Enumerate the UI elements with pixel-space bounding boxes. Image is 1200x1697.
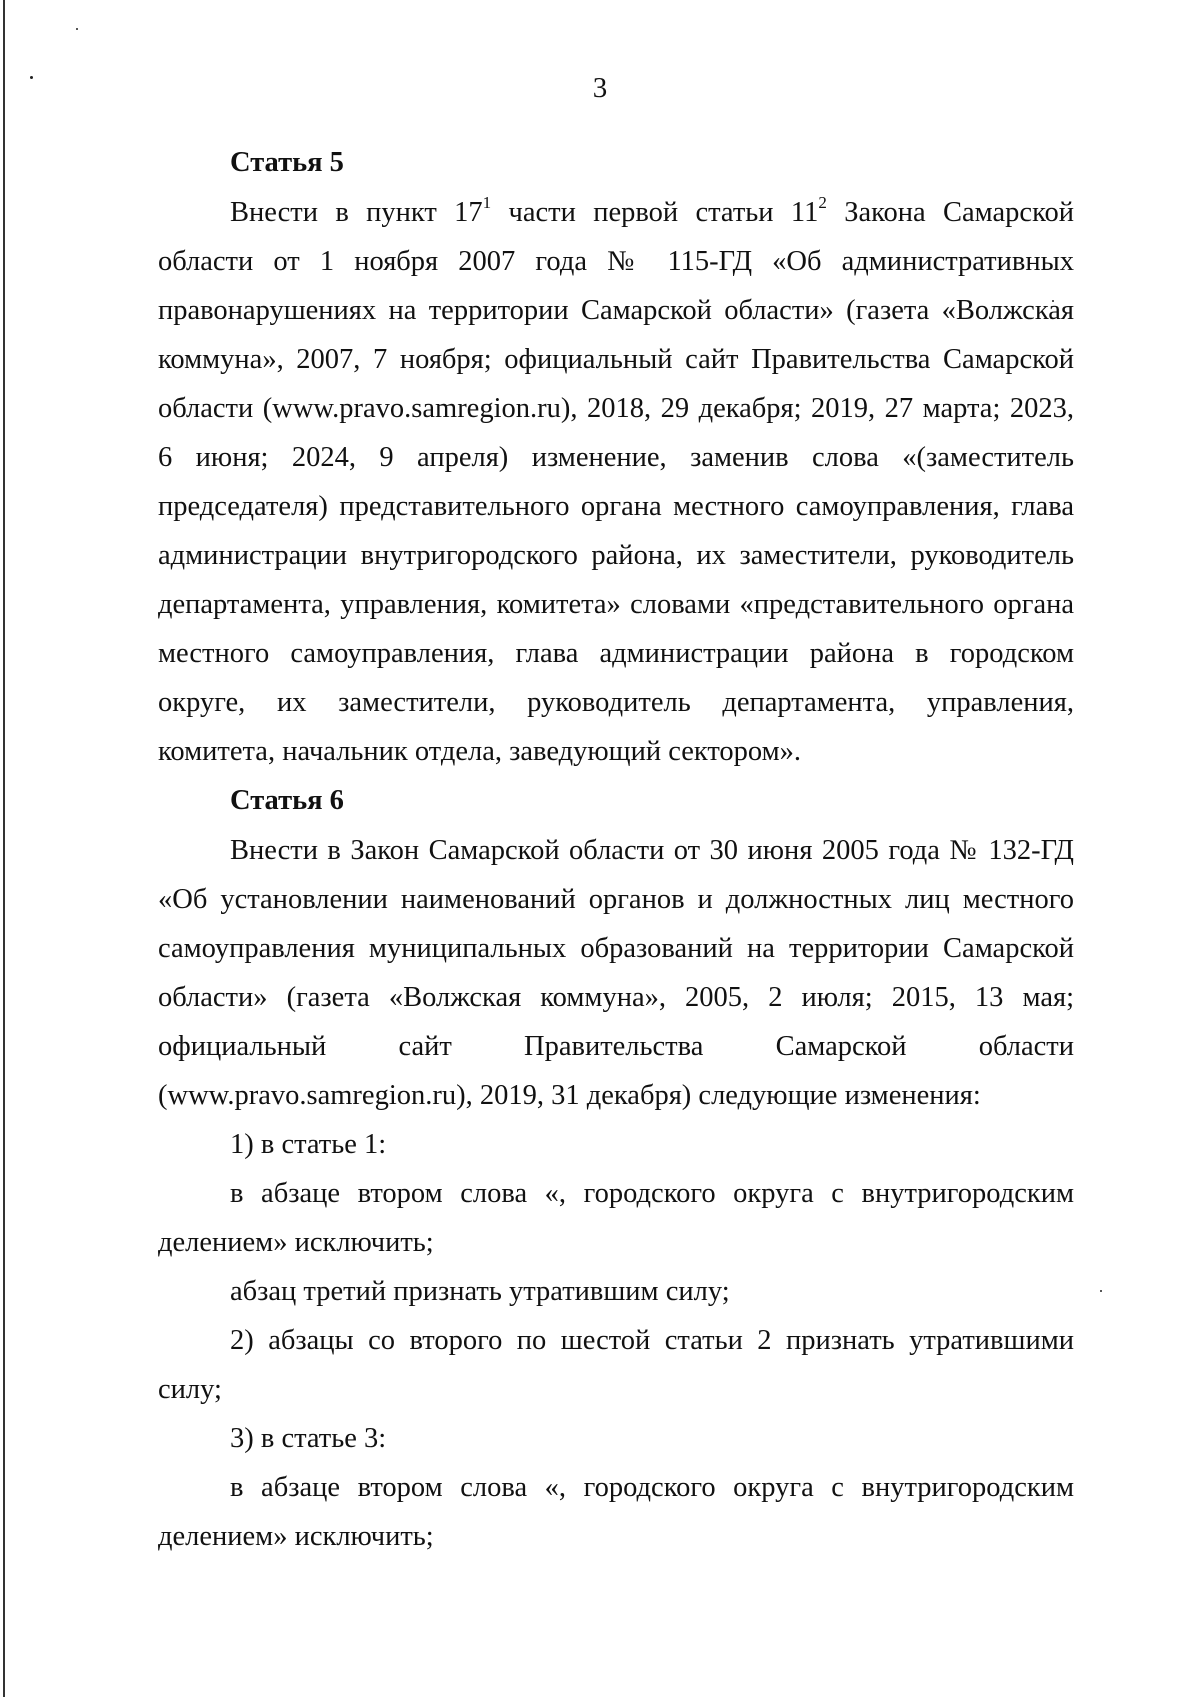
article-heading: Статья 6	[230, 785, 344, 816]
page-number: 3	[592, 72, 608, 104]
article-6	[158, 776, 1074, 1561]
scan-speck	[76, 28, 78, 30]
scan-speck	[1100, 1290, 1102, 1292]
article-5	[158, 138, 1074, 776]
list-item: 1) в статье 1:	[230, 1129, 387, 1160]
document-body	[158, 138, 1074, 1561]
paragraph-text: Внести в пункт 17	[230, 197, 483, 228]
paragraph-text: части первой статьи 11	[491, 197, 819, 228]
scan-left-edge	[3, 0, 5, 1697]
article-paragraph: абзац третий признать утратившим силу;	[230, 1276, 730, 1307]
superscript: 1	[482, 192, 492, 212]
article-paragraph: в абзаце втором слова «, городского округа с внутригородским делением» исключить;	[158, 1178, 1074, 1258]
list-item: 2) абзацы со второго по шестой статьи 2 признать утратившими силу;	[158, 1325, 1074, 1405]
article-heading: Статья 5	[230, 147, 344, 178]
superscript: 2	[818, 192, 827, 212]
article-paragraph: в абзаце втором слова «, городского округа с внутригородским делением» исключить;	[158, 1472, 1074, 1552]
article-paragraph	[158, 188, 1074, 776]
paragraph-text: Закона Самарской области от 1 ноября 2007 года № 115-ГД «Об административных правонарушениях на территории Самарской области» (газета «Волжская коммуна», 2007, 7 ноября; официальный сайт Правительства Самарской области (www.pravo.samregion.ru), 2018, 29 декабря; 2019, 27 марта; 2023, 6 июня; 2024, 9 апреля) изменение, заменив слова «(заместитель председателя) представительного органа местного самоуправления, глава администрации внутригородского района, их заместители, руководитель департамента, управления, комитета» словами «представительного органа местного самоуправления, глава администрации района в городском округе, их заместители, руководитель департамента, управления, комитета, начальник отдела, заведующий сектором».	[158, 197, 1074, 767]
list-item: 3) в статье 3:	[230, 1423, 387, 1454]
article-paragraph: Внести в Закон Самарской области от 30 июня 2005 года № 132-ГД «Об установлении наименований органов и должностных лиц местного самоуправления муниципальных образований на территории Самарской области» (газета «Волжская коммуна», 2005, 2 июля; 2015, 13 мая; официальный сайт Правительства Самарской области (www.pravo.samregion.ru), 2019, 31 декабря) следующие изменения:	[158, 835, 1074, 1111]
